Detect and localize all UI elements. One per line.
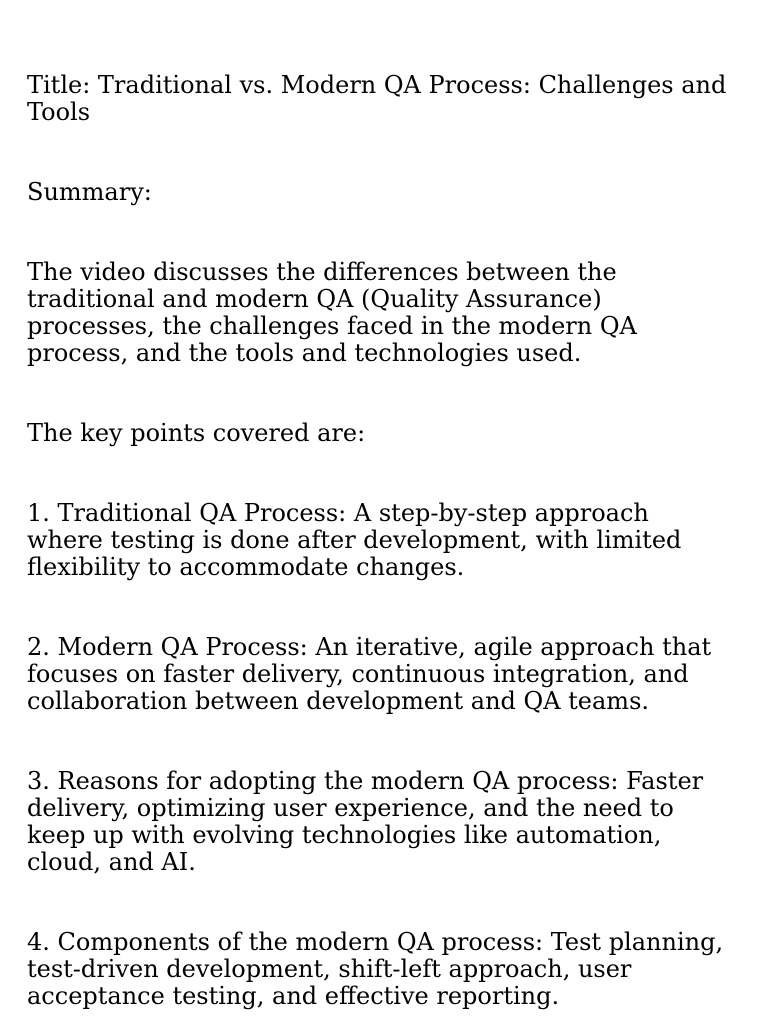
summary-heading: Summary: [27, 178, 152, 206]
key-point-4: 4. Components of the modern QA process: Test planning, test-driven development, shift-left approach, user acceptance testing, and effective reporting. [27, 928, 724, 1010]
key-point-3: 3. Reasons for adopting the modern QA process: Faster delivery, optimizing user experience, and the need to keep up with evolving technologies like automation, cloud, and AI. [27, 767, 704, 876]
key-point-1: 1. Traditional QA Process: A step-by-step approach where testing is done after development, with limited flexibility to accommodate changes. [27, 499, 682, 581]
document-title: Title: Traditional vs. Modern QA Process: Challenges and Tools [27, 71, 727, 126]
key-point-2: 2. Modern QA Process: An iterative, agile approach that focuses on faster delivery, continuous integration, and collaboration between development and QA teams. [27, 633, 712, 715]
intro-paragraph: The video discusses the differences between the traditional and modern QA (Quality Assurance) processes, the challenges faced in the modern QA process, and the tools and technologies used. [27, 258, 637, 367]
key-points-heading: The key points covered are: [27, 419, 366, 447]
